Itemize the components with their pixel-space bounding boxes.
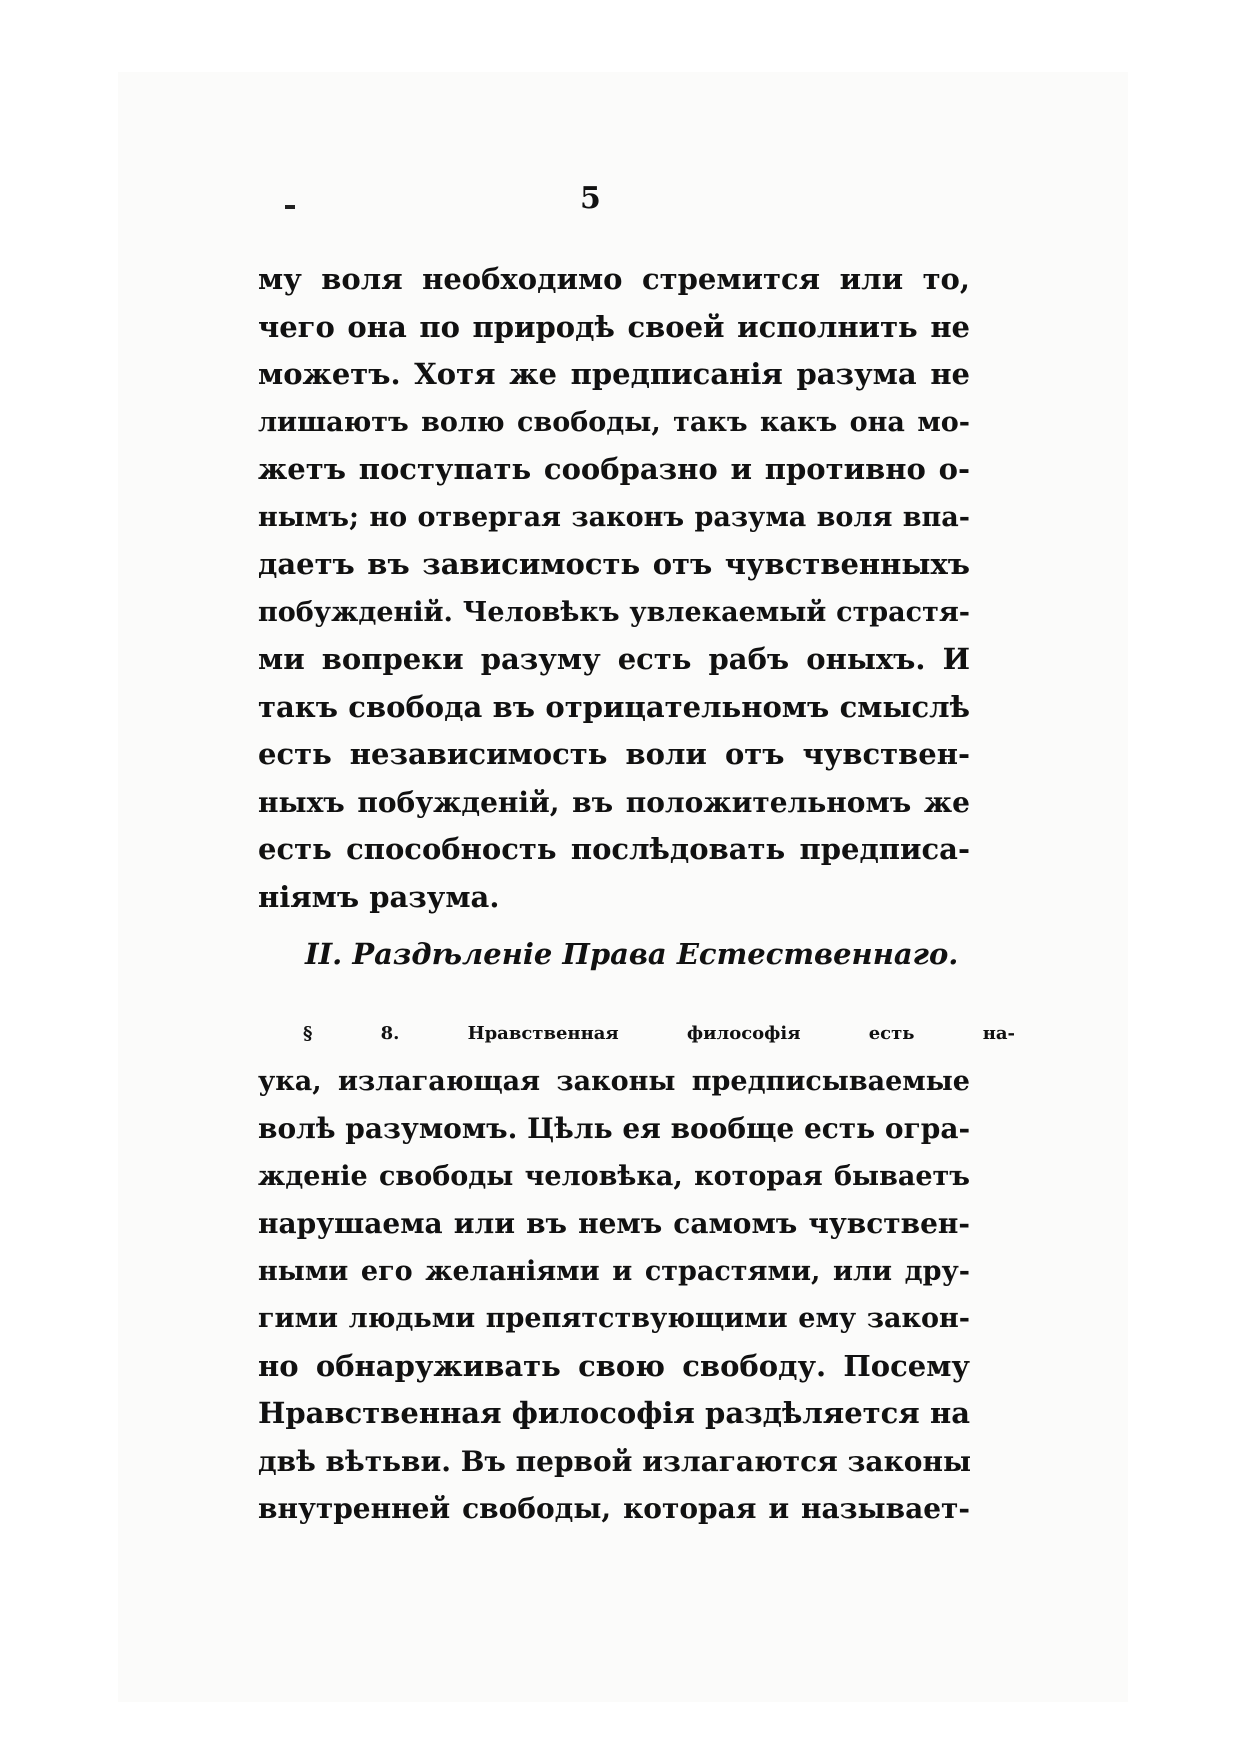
page-number: 5 — [580, 181, 601, 216]
text-line: жетъ поступать сообразно и противно о- — [258, 452, 970, 486]
text-line: ными его желаніями и страстями, или дру- — [258, 1255, 970, 1287]
paragraph-1 — [258, 256, 970, 921]
text-line: но обнаруживать свою свободу. Посему — [258, 1348, 970, 1383]
text-line: ніямъ разума. — [258, 879, 500, 914]
ink-dash-mark — [285, 205, 295, 209]
text-line: нымъ; но отвергая законъ разума воля впа- — [258, 501, 970, 533]
text-line: двѣ вѣтьви. Въ первой излагаются законы — [258, 1444, 972, 1478]
text-line: ми вопреки разуму есть рабъ оныхъ. И — [258, 642, 970, 676]
text-line: ныхъ побужденій, въ положительномъ же — [258, 785, 970, 819]
text-line: чего она по природѣ своей исполнить не — [258, 309, 970, 344]
text-line: волѣ разумомъ. Цѣль ея вообще есть огра- — [258, 1112, 971, 1145]
text-line: ука, излагающая законы предписываемые — [258, 1065, 970, 1097]
text-line: гими людьми препятствующими ему закон- — [258, 1303, 970, 1334]
text-line: есть независимость воли отъ чувствен- — [258, 737, 970, 771]
text-line: жденіе свободы человѣка, которая бываетъ — [258, 1160, 970, 1192]
text-line: побужденій. Человѣкъ увлекаемый страстя- — [258, 596, 970, 628]
text-line: есть способность послѣдовать предписа- — [258, 832, 970, 866]
text-line: даетъ въ зависимость отъ чувственныхъ — [258, 547, 970, 581]
text-line: нарушаема или въ немъ самомъ чувствен- — [258, 1207, 970, 1240]
section-heading: II. Раздѣленіе Права Естественнаго. — [305, 937, 959, 971]
text-line: можетъ. Хотя же предписанія разума не — [258, 357, 970, 391]
text-line: му воля необходимо стремится или то, — [258, 262, 970, 296]
paragraph-2 — [258, 1010, 1015, 1533]
text-line: такъ свобода въ отрицательномъ смыслѣ — [258, 689, 970, 724]
text-line: Нравственная философія раздѣляется на — [258, 1396, 970, 1430]
text-line: лишаютъ волю свободы, такъ какъ она мо- — [258, 406, 970, 438]
text-line: внутренней свободы, которая и называет- — [258, 1492, 970, 1525]
text-line: § 8. Нравственная философія есть на- — [303, 1023, 1015, 1044]
